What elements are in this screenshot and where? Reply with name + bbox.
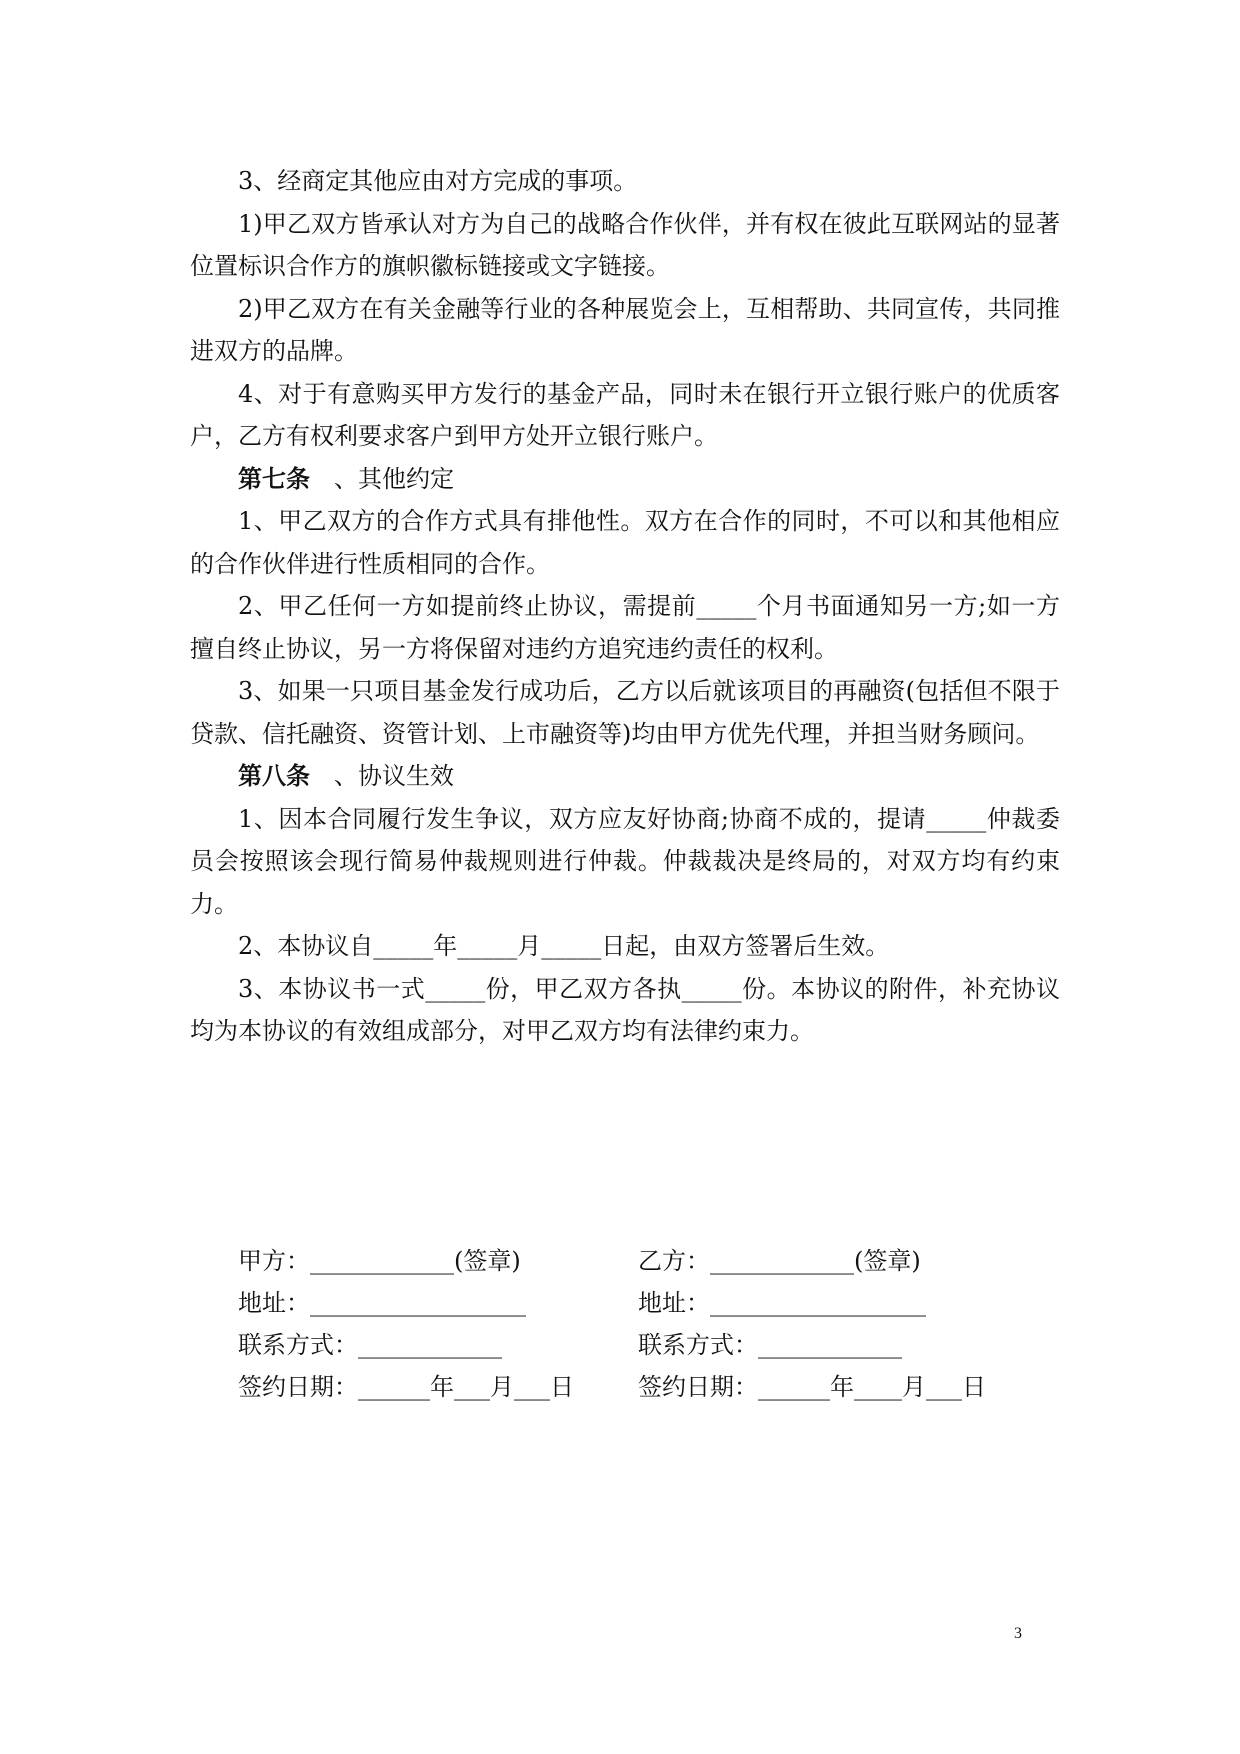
- document-body: [190, 160, 1060, 1053]
- party-a-date-line: 签约日期：______年___月___日: [238, 1373, 574, 1401]
- party-b-address-line: 地址：__________________: [638, 1289, 926, 1317]
- party-b-contact-line: 联系方式：____________: [638, 1331, 902, 1359]
- article-7-heading: [190, 458, 1060, 501]
- signature-block: [238, 1240, 1058, 1408]
- paragraph-item-3: 3、经商定其他应由对方完成的事项。: [238, 167, 638, 195]
- party-a-contact-line: 联系方式：____________: [238, 1331, 502, 1359]
- article-7-number: 第七条: [238, 463, 310, 493]
- article-7-item-1: 1、甲乙双方的合作方式具有排他性。双方在合作的同时，不可以和其他相应的合作伙伴进行性质相同的合作。: [190, 507, 1060, 578]
- paragraph-subitem-1: 1)甲乙双方皆承认对方为自己的战略合作伙伴，并有权在彼此互联网站的显著位置标识合作方的旗帜徽标链接或文字链接。: [190, 209, 1060, 280]
- article-8-item-3: 3、本协议书一式_____份，甲乙双方各执_____份。本协议的附件，补充协议均为本协议的有效组成部分，对甲乙双方均有法律约束力。: [190, 974, 1060, 1045]
- paragraph-subitem-2: 2)甲乙双方在有关金融等行业的各种展览会上，互相帮助、共同宣传，共同推进双方的品牌。: [190, 294, 1060, 365]
- page-number: 3: [1014, 1625, 1022, 1642]
- party-a-address-line: 地址：__________________: [238, 1289, 526, 1317]
- article-8-item-1: 1、因本合同履行发生争议，双方应友好协商;协商不成的，提请_____仲裁委员会按照该会现行简易仲裁规则进行仲裁。仲裁裁决是终局的，对双方均有约束力。: [190, 804, 1060, 918]
- article-7-title: 、其他约定: [310, 464, 454, 493]
- paragraph-item-4: 4、对于有意购买甲方发行的基金产品，同时未在银行开立银行账户的优质客户，乙方有权利要求客户到甲方处开立银行账户。: [190, 379, 1060, 450]
- article-7-item-3: 3、如果一只项目基金发行成功后，乙方以后就该项目的再融资(包括但不限于贷款、信托融资、资管计划、上市融资等)均由甲方优先代理，并担当财务顾问。: [190, 677, 1060, 748]
- signature-row-date: [238, 1366, 1058, 1408]
- signature-row-name: [238, 1240, 1058, 1282]
- article-8-number: 第八条: [238, 761, 310, 790]
- party-a-name-line: 甲方：____________(签章): [238, 1247, 521, 1275]
- article-8-heading: [190, 755, 1060, 798]
- party-b-date-line: 签约日期：______年____月___日: [638, 1373, 986, 1401]
- article-8-item-2: 2、本协议自_____年_____月_____日起，由双方签署后生效。: [238, 932, 890, 960]
- article-8-title: 、协议生效: [310, 762, 454, 790]
- signature-row-contact: [238, 1324, 1058, 1366]
- signature-row-address: [238, 1282, 1058, 1324]
- article-7-item-2: 2、甲乙任何一方如提前终止协议，需提前_____个月书面通知另一方;如一方擅自终止协议，另一方将保留对违约方追究违约责任的权利。: [190, 592, 1060, 663]
- party-b-name-line: 乙方：____________(签章): [638, 1247, 921, 1275]
